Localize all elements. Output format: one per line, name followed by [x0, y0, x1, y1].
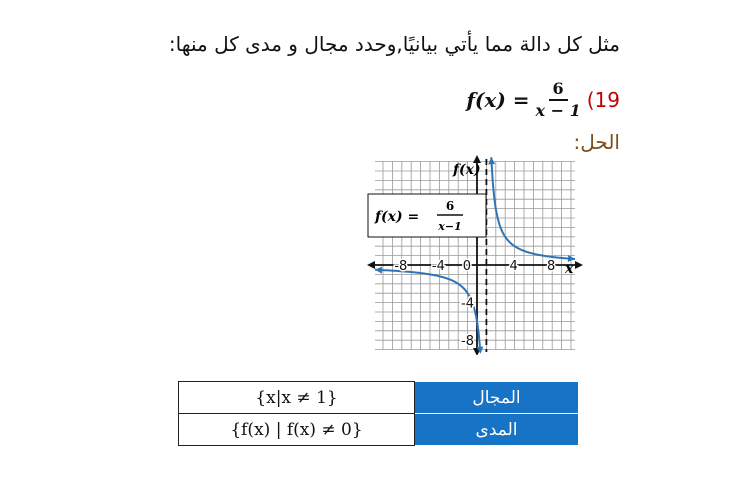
x-tick-label: 0 — [462, 259, 471, 274]
function-graph — [355, 155, 585, 355]
y-tick-label: -4 — [461, 296, 474, 312]
x-axis-arrow-right — [575, 261, 583, 269]
instruction-text: مثل كل دالة مما يأتي بيانيًا,وحدد مجال و مدى كل منها: — [168, 32, 620, 56]
range-value: {f(x) | f(x) ≠ 0} — [179, 414, 415, 446]
domain-value: {x|x ≠ 1} — [179, 382, 415, 414]
domain-range-table — [178, 381, 578, 446]
solution-label: الحل: — [573, 130, 620, 154]
domain-label: المجال — [415, 382, 579, 414]
x-tick-label: -8 — [394, 259, 408, 274]
x-tick-label: -4 — [431, 259, 445, 274]
box-lhs: f(x) = — [375, 209, 420, 225]
x-tick-label: 4 — [509, 259, 518, 274]
function-box — [368, 194, 486, 237]
table-row — [179, 414, 579, 446]
y-axis-label: f(x) — [453, 162, 481, 178]
problem-formula — [466, 79, 580, 121]
problem-row — [466, 75, 620, 125]
formula-lhs: f(x) = — [466, 88, 530, 112]
curve-arrow-top — [488, 157, 495, 164]
x-axis-arrow-left — [367, 261, 375, 269]
x-tick-label: 8 — [547, 259, 556, 274]
problem-number: (19 — [586, 88, 620, 112]
y-tick-label: -8 — [461, 334, 474, 350]
box-denominator: x−1 — [438, 220, 462, 233]
box-numerator: 6 — [445, 199, 455, 213]
formula-fraction — [536, 79, 581, 121]
graph-axes — [367, 155, 583, 355]
table-row — [179, 382, 579, 414]
graph-tick-labels — [394, 221, 555, 349]
formula-denominator: x − 1 — [535, 101, 581, 120]
range-label: المدى — [415, 414, 579, 446]
formula-numerator: 6 — [549, 79, 568, 101]
curve-arrow-left — [375, 266, 382, 273]
x-axis-label: x — [565, 261, 574, 277]
